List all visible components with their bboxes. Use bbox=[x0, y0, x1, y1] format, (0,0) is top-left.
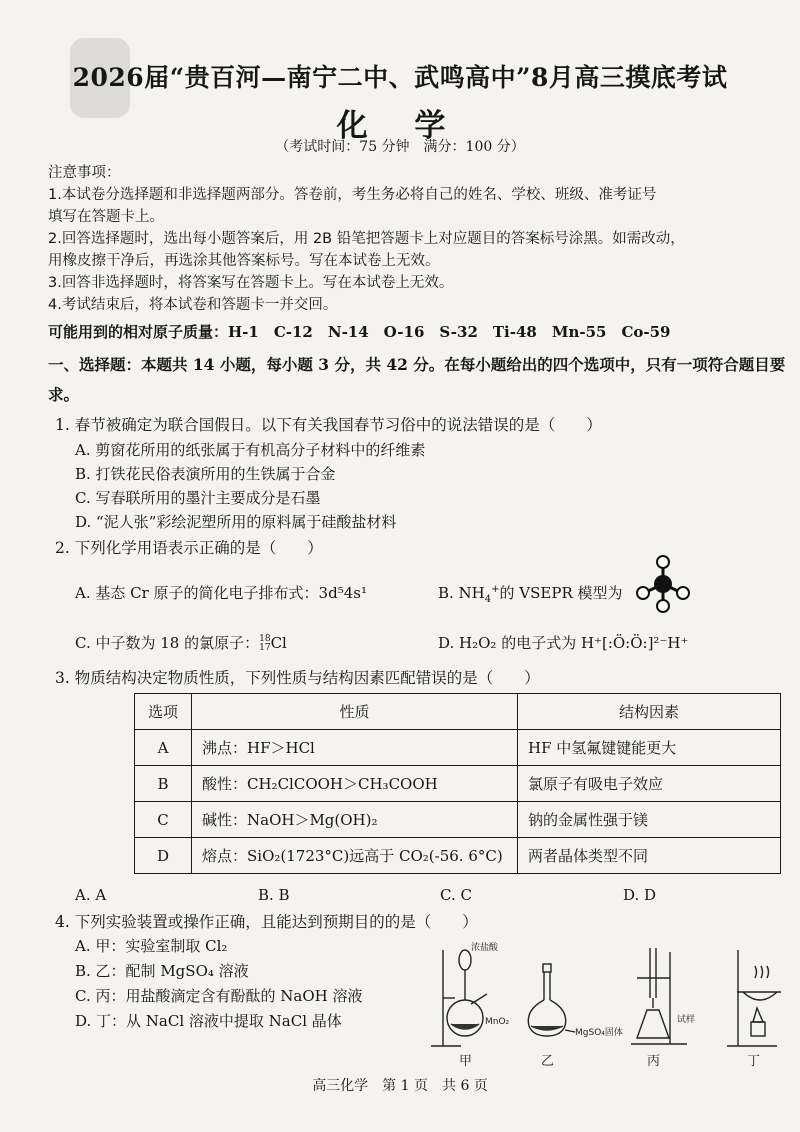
notes-line: 2.回答选择题时，选出每小题答案后，用 2B 铅笔把答题卡上对应题目的答案标号涂黑。如需改动， bbox=[48, 231, 685, 247]
q1-option-d: D. “泥人张”彩绘泥塑所用的原料属于硅酸盐材料 bbox=[75, 513, 397, 531]
q2-option-a: A. 基态 Cr 原子的简化电子排布式：3d⁵4s¹ bbox=[75, 584, 367, 602]
atomic-number: 17 bbox=[259, 643, 271, 653]
notes-line: 用橡皮擦干净后，再选涂其他答案标号。写在本试卷上无效。 bbox=[48, 253, 440, 269]
table-row bbox=[135, 838, 781, 874]
label-mno2: MnO₂ bbox=[485, 1017, 510, 1027]
label-bing: 丙 bbox=[647, 1054, 661, 1068]
q1-option-a: A. 剪窗花所用的纸张属于有机高分子材料中的纤维素 bbox=[75, 441, 426, 459]
exam-title: 2026届“贵百河—南宁二中、武鸣高中”8月高三摸底考试 bbox=[72, 63, 728, 92]
apparatus-bing-icon bbox=[631, 948, 687, 1044]
label-yi: 乙 bbox=[541, 1054, 555, 1068]
table-header-row bbox=[135, 694, 781, 730]
q2-option-c bbox=[75, 632, 287, 653]
label-ding: 丁 bbox=[747, 1054, 761, 1068]
table-cell: 熔点：SiO₂(1723°C)远高于 CO₂(-56. 6°C) bbox=[192, 838, 518, 874]
table-cell: D bbox=[135, 838, 192, 874]
apparatus-jia-icon bbox=[431, 950, 487, 1046]
table-row bbox=[135, 802, 781, 838]
label-mgso4-solid: MgSO₄固体 bbox=[575, 1028, 623, 1038]
q2-stem: 2. 下列化学用语表示正确的是（ ） bbox=[55, 539, 323, 557]
table-header-cell: 性质 bbox=[192, 694, 518, 730]
apparatus-figure bbox=[425, 938, 795, 1068]
mass-number: 18 bbox=[259, 634, 271, 644]
q3-answer-d: D. D bbox=[623, 886, 657, 904]
table-header-cell: 结构因素 bbox=[518, 694, 781, 730]
subject-title: 化 学 bbox=[336, 108, 464, 144]
q4-option-a: A. 甲：实验室制取 Cl₂ bbox=[75, 937, 228, 955]
q1-option-c: C. 写春联所用的墨汁主要成分是石墨 bbox=[75, 489, 321, 507]
atomic-masses: 可能用到的相对原子质量：H-1 C-12 N-14 O-16 S-32 Ti-48 Mn-55 Co-59 bbox=[48, 323, 671, 341]
apparatus-yi-icon bbox=[528, 964, 575, 1036]
label-conc-hcl: 浓盐酸 bbox=[471, 943, 499, 953]
q1-stem: 1. 春节被确定为联合国假日。以下有关我国春节习俗中的说法错误的是（ ） bbox=[55, 416, 602, 434]
table-cell: 两者晶体类型不同 bbox=[518, 838, 781, 874]
page-footer: 高三化学 第 1 页 共 6 页 bbox=[312, 1078, 488, 1094]
table-cell: B bbox=[135, 766, 192, 802]
table-cell: 氯原子有吸电子效应 bbox=[518, 766, 781, 802]
notes-line: 3.回答非选择题时，将答案写在答题卡上。写在本试卷上无效。 bbox=[48, 275, 454, 291]
table-header-cell: 选项 bbox=[135, 694, 192, 730]
q2-option-b: B. $NH_4^+$的 VSEPR 模型为 bbox=[438, 584, 623, 605]
q3-stem: 3. 物质结构决定物质性质，下列性质与结构因素匹配错误的是（ ） bbox=[55, 669, 540, 687]
q4-option-d: D. 丁：从 NaCl 溶液中提取 NaCl 晶体 bbox=[75, 1012, 342, 1030]
table-cell: HF 中氢氟键键能更大 bbox=[518, 730, 781, 766]
apparatus-ding-icon bbox=[727, 950, 781, 1046]
label-sample: 试样 bbox=[677, 1015, 696, 1025]
table-cell: 沸点：HF＞HCl bbox=[192, 730, 518, 766]
table-cell: 酸性：CH₂ClCOOH＞CH₃COOH bbox=[192, 766, 518, 802]
q2-option-b-suffix: 的 VSEPR 模型为 bbox=[499, 584, 623, 602]
q2-option-d: D. H₂O₂ 的电子式为 H⁺[:Ö:Ö:]²⁻H⁺ bbox=[438, 634, 689, 652]
chlorine-symbol: Cl bbox=[270, 634, 287, 652]
notes-line: 1.本试卷分选择题和非选择题两部分。答卷前，考生务必将自己的姓名、学校、班级、准考证号 bbox=[48, 187, 657, 203]
table-row bbox=[135, 766, 781, 802]
table-cell: 碱性：NaOH＞Mg(OH)₂ bbox=[192, 802, 518, 838]
q2-option-c-prefix: C. 中子数为 18 的氯原子： bbox=[75, 634, 260, 652]
notes-block bbox=[48, 162, 685, 316]
q4-stem: 4. 下列实验装置或操作正确，且能达到预期目的的是（ ） bbox=[55, 913, 478, 931]
q3-table bbox=[134, 693, 781, 874]
table-cell: 钠的金属性强于镁 bbox=[518, 802, 781, 838]
q2-option-b-prefix: B. NH bbox=[438, 584, 485, 602]
tetrahedral-model-icon bbox=[634, 555, 692, 613]
q3-answer-a: A. A bbox=[75, 886, 107, 904]
exam-info: （考试时间：75 分钟 满分：100 分） bbox=[275, 139, 525, 155]
table-cell: C bbox=[135, 802, 192, 838]
table-row bbox=[135, 730, 781, 766]
notes-heading: 注意事项： bbox=[48, 165, 121, 181]
q3-answer-b: B. B bbox=[258, 886, 290, 904]
q4-option-b: B. 乙：配制 MgSO₄ 溶液 bbox=[75, 962, 249, 980]
notes-line: 填写在答题卡上。 bbox=[48, 209, 164, 225]
q1-option-b: B. 打铁花民俗表演所用的生铁属于合金 bbox=[75, 465, 336, 483]
table-cell: A bbox=[135, 730, 192, 766]
section-1-heading: 一、选择题：本题共 14 小题，每小题 3 分，共 42 分。在每小题给出的四个选项中，只有一项符合题目要求。 bbox=[48, 355, 786, 404]
q4-option-c: C. 丙：用盐酸滴定含有酚酞的 NaOH 溶液 bbox=[75, 987, 363, 1005]
q3-answer-c: C. C bbox=[440, 886, 472, 904]
notes-line: 4.考试结束后，将本试卷和答题卡一并交回。 bbox=[48, 297, 338, 313]
label-jia: 甲 bbox=[459, 1054, 473, 1068]
